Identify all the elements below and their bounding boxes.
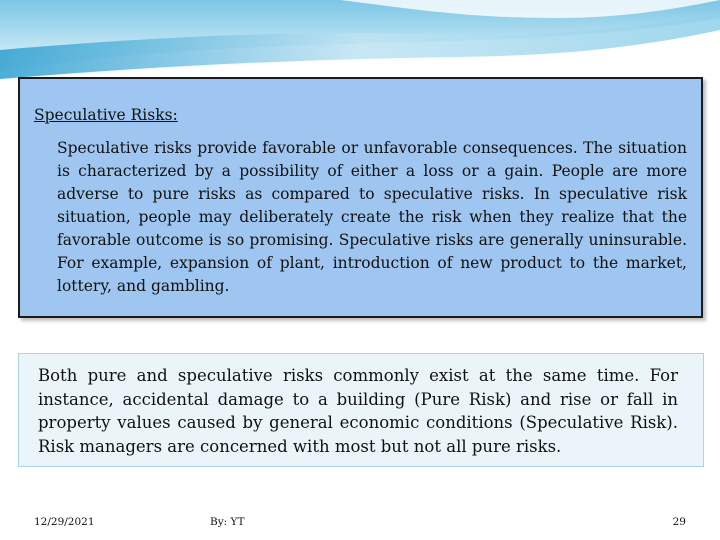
speculative-risks-heading: Speculative Risks: bbox=[34, 106, 178, 124]
speculative-risks-paragraph: Speculative risks provide favorable or unfavorable consequences. The situation is characterized by a possibility of either a loss or a gain. People are more adverse to pure risks as compared to speculative risks. In speculative risk situation, people may deliberately create the risk when they realize that the favorable outcome is so promising. Speculative risks are generally uninsurable. For example, expansion of plant, introduction of new product to the market, lottery, and gambling. bbox=[57, 139, 687, 295]
footer-author: By: YT bbox=[210, 516, 245, 528]
footer-page-number: 29 bbox=[672, 516, 686, 528]
pure-and-speculative-box bbox=[18, 353, 704, 467]
speculative-risks-box bbox=[18, 77, 703, 318]
footer-date: 12/29/2021 bbox=[34, 516, 95, 528]
pure-and-speculative-paragraph: Both pure and speculative risks commonly exist at the same time. For instance, accidental damage to a building (Pure Risk) and rise or fall in property values caused by general economic conditions (Speculative Risk). Risk managers are concerned with most but not all pure risks. bbox=[38, 366, 678, 456]
